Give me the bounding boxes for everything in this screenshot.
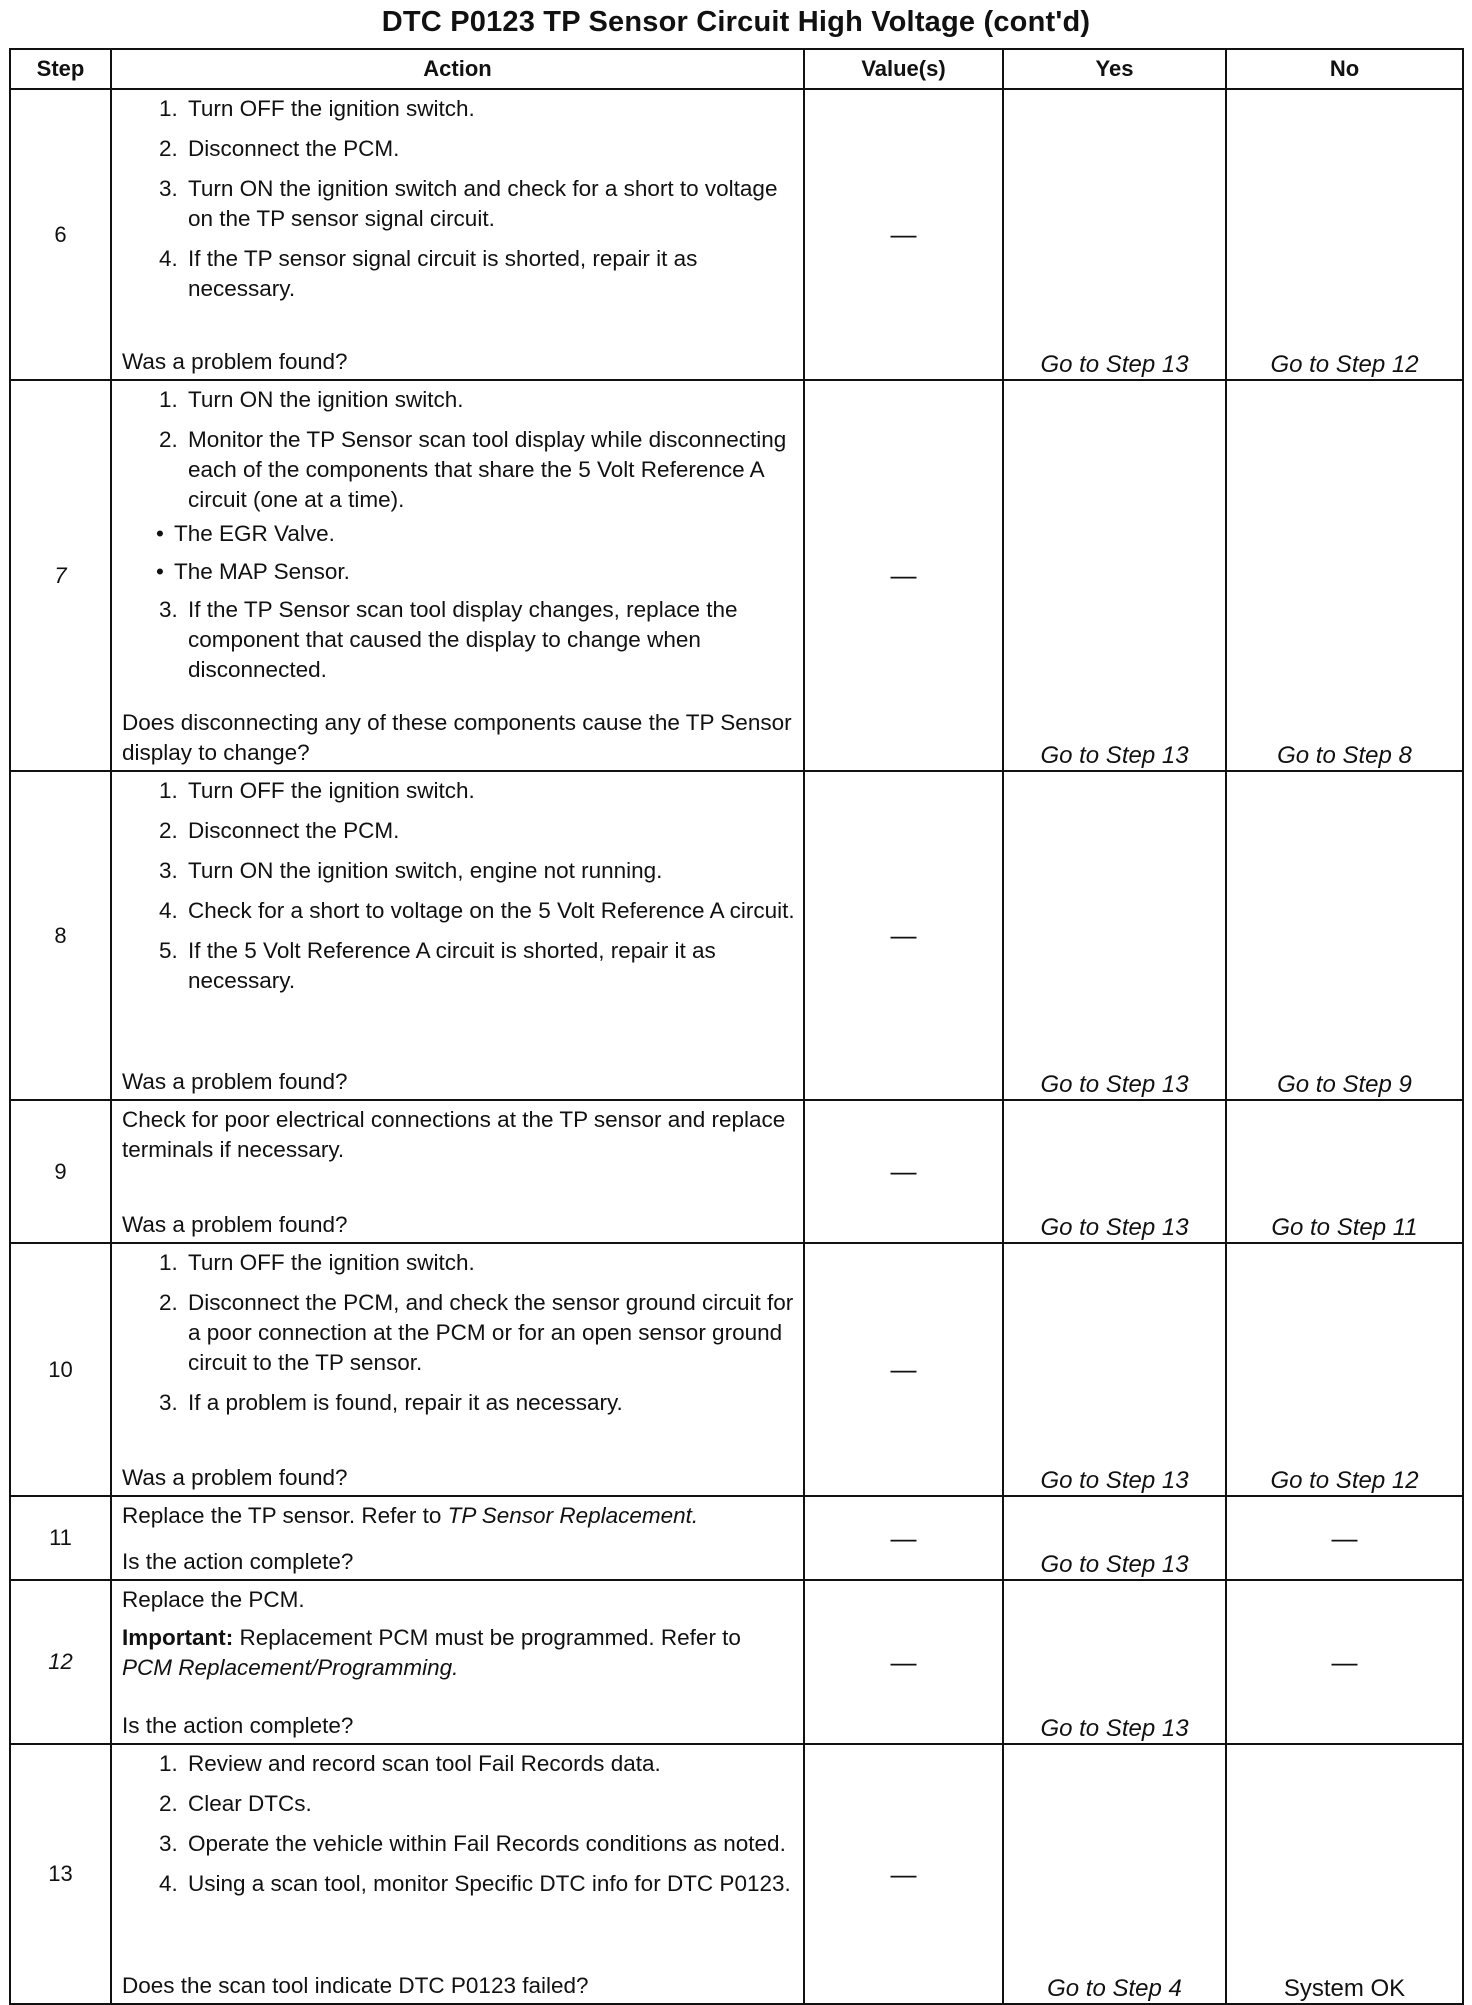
no-link: Go to Step 8	[1277, 742, 1412, 769]
yes-link: Go to Step 13	[1040, 742, 1189, 769]
action-cell	[111, 89, 804, 380]
action-question: Was a problem found?	[122, 349, 348, 374]
table-header-row	[10, 49, 1463, 89]
yes-cell	[1003, 1100, 1226, 1243]
action-step: 4. Check for a short to voltage on the 5 Volt Reference A circuit.	[184, 896, 795, 926]
action-question: Was a problem found?	[122, 1212, 348, 1237]
action-cell	[111, 1496, 804, 1580]
no-cell	[1226, 1580, 1463, 1744]
action-steps	[122, 1248, 795, 1418]
action-text: Replace the PCM.	[122, 1587, 305, 1612]
yes-cell	[1003, 89, 1226, 380]
no-cell	[1226, 1496, 1463, 1580]
action-steps	[122, 776, 795, 996]
action-cell	[111, 380, 804, 771]
action-cell	[111, 1580, 804, 1744]
step-number: 10	[10, 1243, 111, 1496]
table-row-step-11	[10, 1496, 1463, 1580]
action-step: 3. Turn ON the ignition switch, engine not running.	[184, 856, 795, 886]
no-link: Go to Step 11	[1271, 1214, 1418, 1241]
action-text-prefix: Replace the TP sensor. Refer to	[122, 1503, 448, 1528]
table-row-step-9	[10, 1100, 1463, 1243]
yes-link: Go to Step 13	[1040, 351, 1189, 378]
step-number: 8	[10, 771, 111, 1100]
yes-link: Go to Step 13	[1040, 1467, 1189, 1494]
no-cell	[1226, 771, 1463, 1100]
action-steps	[122, 94, 795, 304]
action-question: Does the scan tool indicate DTC P0123 failed?	[122, 1973, 589, 1998]
yes-link: Go to Step 4	[1047, 1975, 1182, 2002]
action-step: 1. Turn OFF the ignition switch.	[184, 776, 795, 806]
list-item: • The EGR Valve.	[156, 519, 795, 549]
action-step: 2. Disconnect the PCM, and check the sensor ground circuit for a poor connection at the PCM or for an open sensor ground circuit to the TP sensor.	[184, 1288, 795, 1378]
header-step: Step	[10, 49, 111, 89]
header-yes: Yes	[1003, 49, 1226, 89]
no-value: —	[1331, 1522, 1358, 1553]
action-step: 3. Turn ON the ignition switch and check for a short to voltage on the TP sensor signal circuit.	[184, 174, 795, 234]
yes-link: Go to Step 13	[1040, 1551, 1189, 1578]
table-row-step-7	[10, 380, 1463, 771]
no-cell	[1226, 1100, 1463, 1243]
action-step: 2. Disconnect the PCM.	[184, 816, 795, 846]
action-step: 1. Review and record scan tool Fail Records data.	[184, 1749, 795, 1779]
reference-link: PCM Replacement/Programming.	[122, 1655, 459, 1680]
action-cell	[111, 1100, 804, 1243]
action-question: Is the action complete?	[122, 1713, 354, 1738]
list-item: • The MAP Sensor.	[156, 557, 795, 587]
yes-cell	[1003, 1496, 1226, 1580]
reference-link: TP Sensor Replacement.	[447, 1503, 699, 1528]
header-no: No	[1226, 49, 1463, 89]
no-link: Go to Step 12	[1270, 1467, 1419, 1494]
no-value: System OK	[1283, 1975, 1406, 2002]
step-number: 6	[10, 89, 111, 380]
important-label: Important:	[122, 1625, 234, 1650]
important-note	[122, 1623, 795, 1683]
action-step: 1. Turn ON the ignition switch.	[184, 385, 795, 415]
yes-cell	[1003, 1580, 1226, 1744]
table-row-step-10	[10, 1243, 1463, 1496]
yes-cell	[1003, 771, 1226, 1100]
action-step: 4. If the TP sensor signal circuit is shorted, repair it as necessary.	[184, 244, 795, 304]
yes-cell	[1003, 380, 1226, 771]
no-cell	[1226, 89, 1463, 380]
value-cell: —	[804, 89, 1003, 380]
component-list	[122, 519, 795, 587]
no-cell	[1226, 380, 1463, 771]
action-steps	[122, 595, 795, 685]
value-cell: —	[804, 771, 1003, 1100]
no-cell	[1226, 1243, 1463, 1496]
yes-cell	[1003, 1744, 1226, 2004]
action-question: Is the action complete?	[122, 1549, 354, 1574]
yes-link: Go to Step 13	[1040, 1715, 1189, 1742]
no-value: —	[1331, 1646, 1358, 1677]
action-step: 5. If the 5 Volt Reference A circuit is shorted, repair it as necessary.	[184, 936, 795, 996]
action-step: 2. Disconnect the PCM.	[184, 134, 795, 164]
action-question: Does disconnecting any of these components cause the TP Sensor display to change?	[122, 710, 792, 765]
table-row-step-6	[10, 89, 1463, 380]
diagnostic-table	[9, 48, 1464, 2005]
value-cell: —	[804, 1744, 1003, 2004]
action-step: 3. Operate the vehicle within Fail Records conditions as noted.	[184, 1829, 795, 1859]
table-row-step-12	[10, 1580, 1463, 1744]
header-values: Value(s)	[804, 49, 1003, 89]
page-title: DTC P0123 TP Sensor Circuit High Voltage (cont'd)	[381, 6, 1091, 38]
value-cell: —	[804, 1496, 1003, 1580]
action-text: Check for poor electrical connections at the TP sensor and replace terminals if necessary.	[122, 1107, 786, 1162]
action-question: Was a problem found?	[122, 1069, 348, 1094]
action-question: Was a problem found?	[122, 1465, 348, 1490]
value-cell: —	[804, 1243, 1003, 1496]
yes-link: Go to Step 13	[1040, 1214, 1189, 1241]
table-row-step-13	[10, 1744, 1463, 2004]
important-text: Replacement PCM must be programmed. Refer to	[233, 1625, 741, 1650]
action-cell	[111, 1243, 804, 1496]
action-cell	[111, 1744, 804, 2004]
step-number: 11	[10, 1496, 111, 1580]
no-cell	[1226, 1744, 1463, 2004]
action-step: 3. If the TP Sensor scan tool display changes, replace the component that caused the display to change when disconnected.	[184, 595, 795, 685]
action-step: 1. Turn OFF the ignition switch.	[184, 1248, 795, 1278]
action-step: 2. Monitor the TP Sensor scan tool display while disconnecting each of the components that share the 5 Volt Reference A circuit (one at a time).	[184, 425, 795, 515]
action-step: 1. Turn OFF the ignition switch.	[184, 94, 795, 124]
step-number: 13	[10, 1744, 111, 2004]
value-cell: —	[804, 1580, 1003, 1744]
step-number: 12	[10, 1580, 111, 1744]
action-cell	[111, 771, 804, 1100]
header-action: Action	[111, 49, 804, 89]
table-row-step-8	[10, 771, 1463, 1100]
action-steps	[122, 1749, 795, 1899]
value-cell: —	[804, 1100, 1003, 1243]
no-link: Go to Step 9	[1277, 1071, 1412, 1098]
no-link: Go to Step 12	[1270, 351, 1419, 378]
yes-cell	[1003, 1243, 1226, 1496]
step-number: 7	[10, 380, 111, 771]
value-cell: —	[804, 380, 1003, 771]
action-step: 3. If a problem is found, repair it as necessary.	[184, 1388, 795, 1418]
action-step: 2. Clear DTCs.	[184, 1789, 795, 1819]
step-number: 9	[10, 1100, 111, 1243]
action-steps	[122, 385, 795, 515]
yes-link: Go to Step 13	[1040, 1071, 1189, 1098]
action-step: 4. Using a scan tool, monitor Specific DTC info for DTC P0123.	[184, 1869, 795, 1899]
action-text	[122, 1501, 795, 1531]
